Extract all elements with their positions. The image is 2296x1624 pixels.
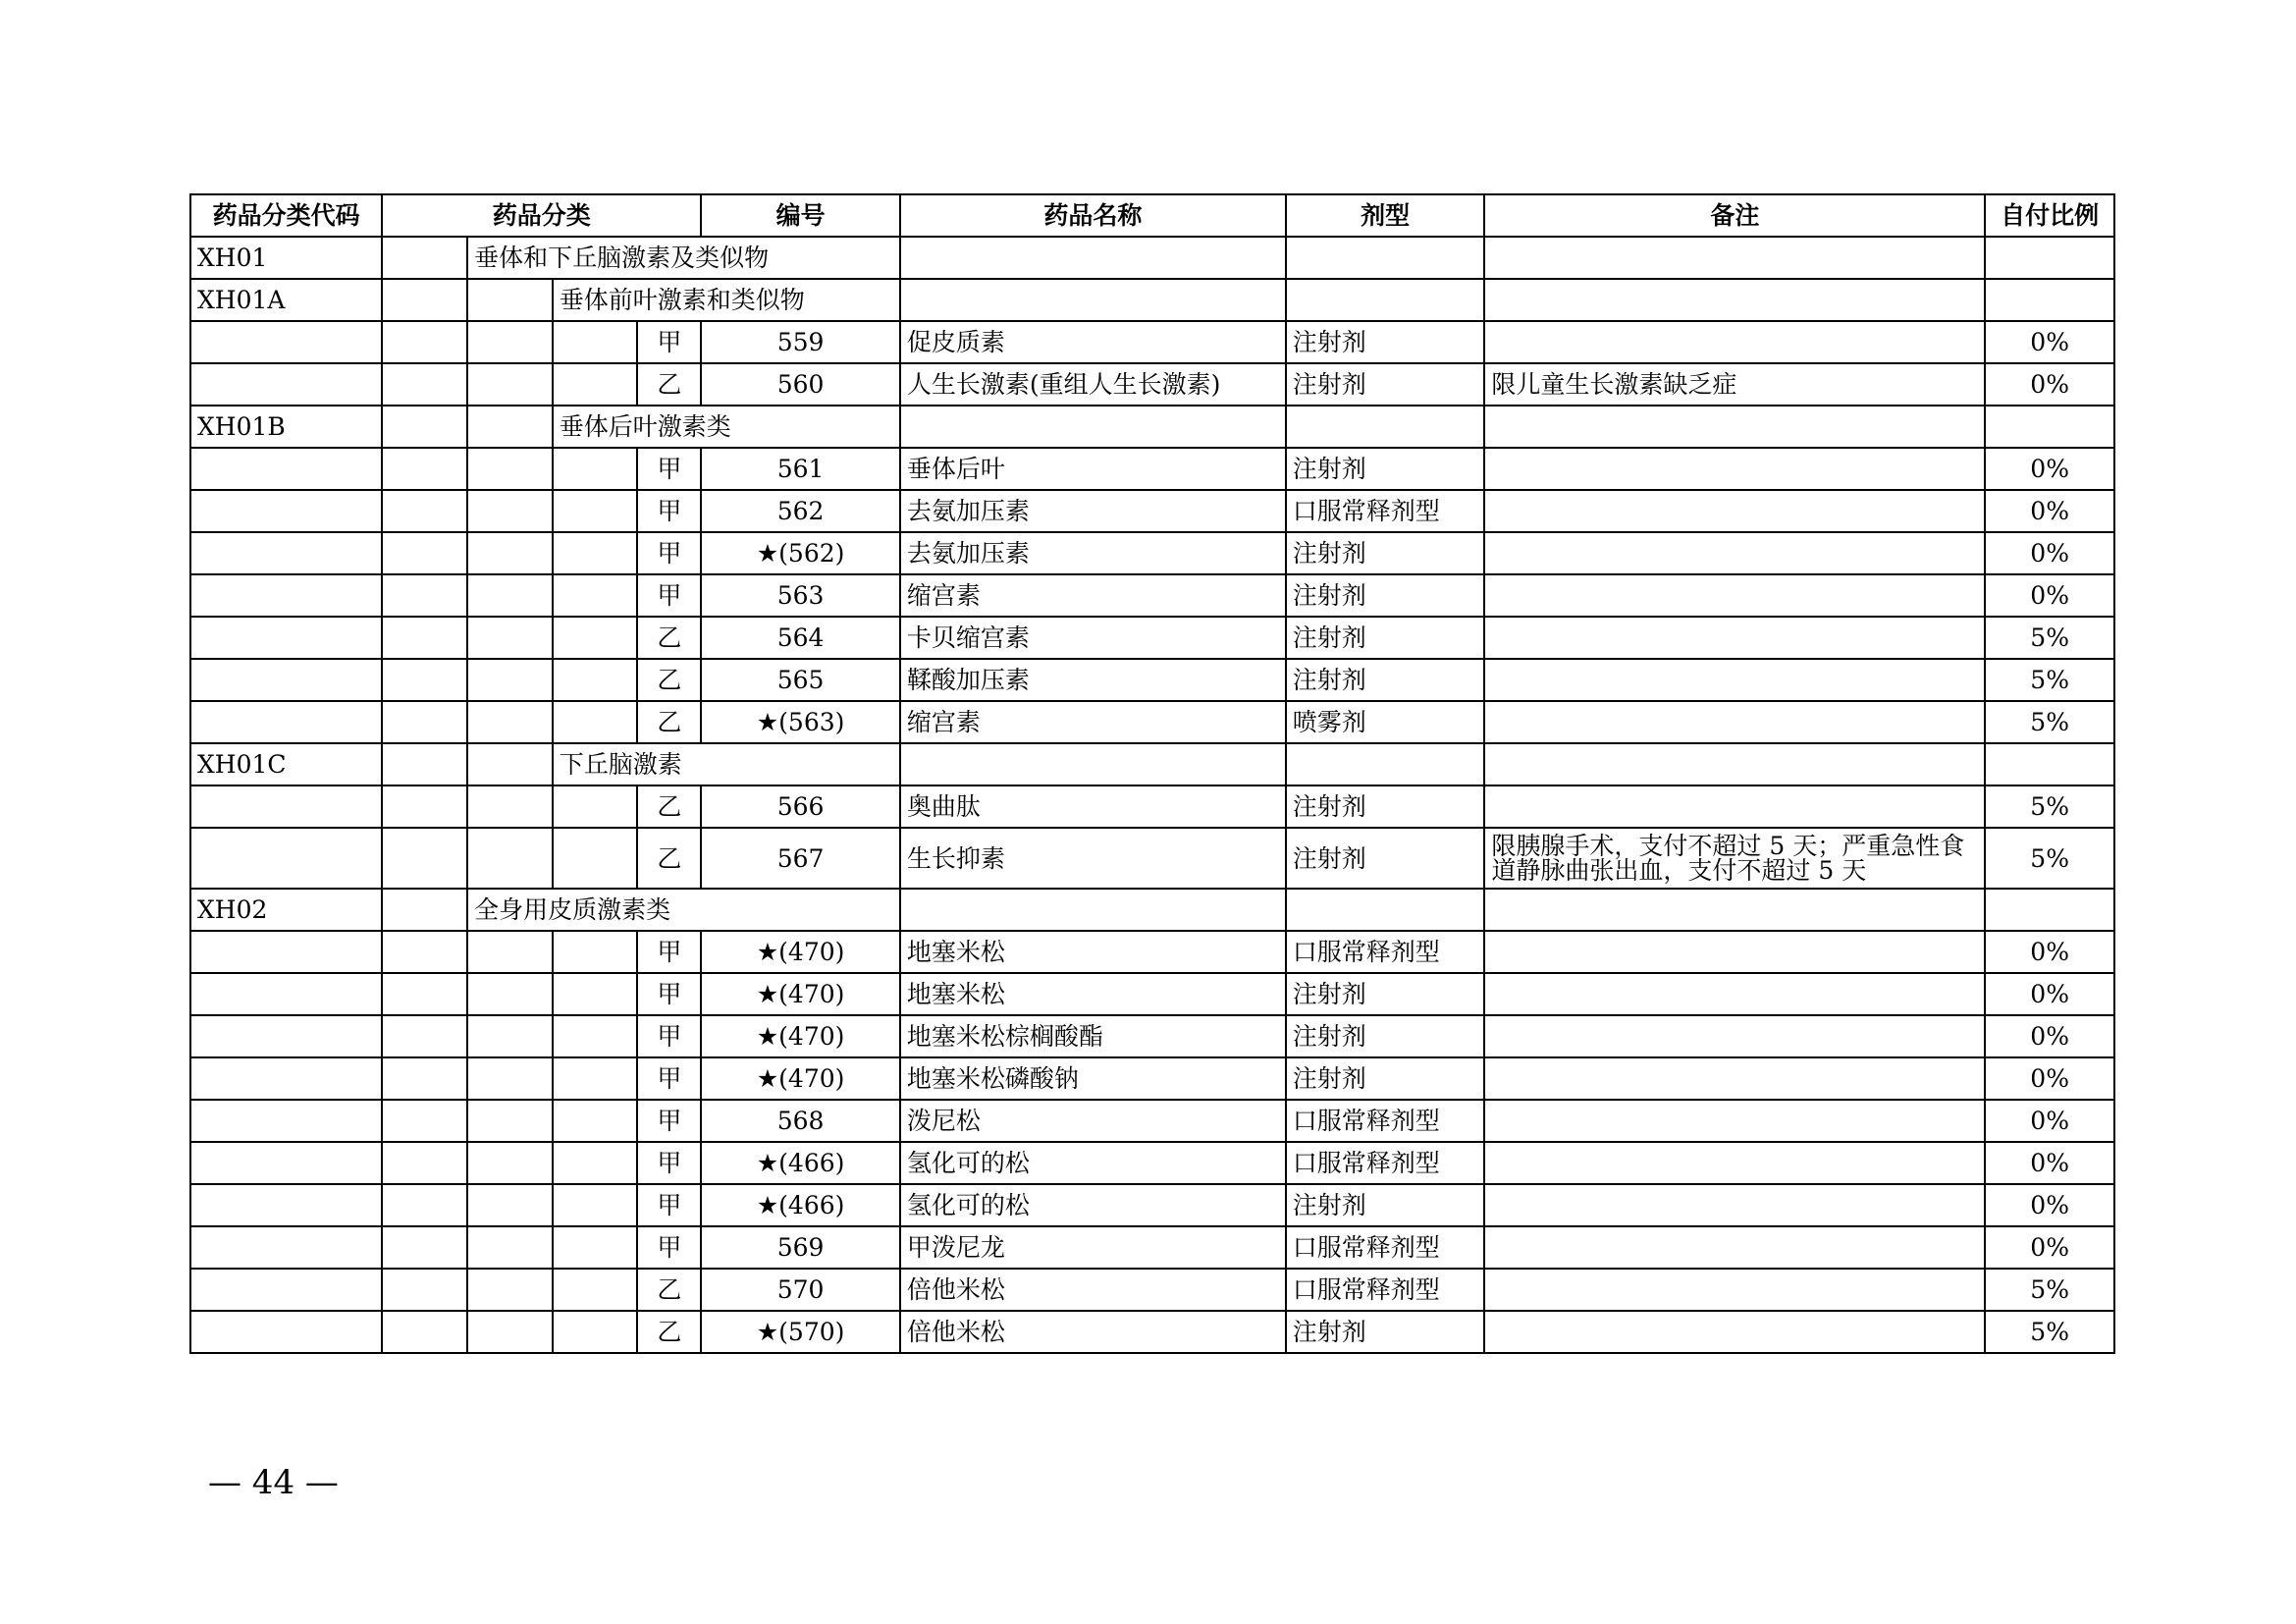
form-cell (1286, 406, 1485, 448)
drug-table (189, 193, 2115, 1354)
form-cell (1286, 889, 1485, 931)
grade-cell: 甲 (637, 448, 701, 490)
category-indent (553, 448, 638, 490)
number-cell: 565 (701, 659, 900, 701)
grade-cell: 乙 (637, 701, 701, 743)
form-cell: 注射剂 (1286, 574, 1485, 617)
drug-name-cell: 泼尼松 (900, 1100, 1286, 1142)
ratio-cell: 0% (1985, 363, 2114, 406)
category-indent (467, 743, 553, 785)
ratio-cell: 0% (1985, 532, 2114, 574)
number-cell: 568 (701, 1100, 900, 1142)
category-row (190, 743, 2114, 785)
category-indent (382, 321, 467, 363)
category-indent (553, 574, 638, 617)
form-cell: 喷雾剂 (1286, 701, 1485, 743)
category-indent (382, 237, 467, 279)
form-cell: 注射剂 (1286, 532, 1485, 574)
grade-cell: 甲 (637, 321, 701, 363)
code-cell (190, 1269, 382, 1311)
category-indent (382, 279, 467, 321)
drug-row (190, 617, 2114, 659)
remark-cell (1484, 785, 1985, 828)
category-code: XH01 (190, 237, 382, 279)
form-cell: 口服常释剂型 (1286, 1100, 1485, 1142)
remark-cell (1484, 237, 1985, 279)
remark-cell (1484, 1226, 1985, 1269)
category-indent (553, 1142, 638, 1184)
category-label: 全身用皮质激素类 (467, 889, 900, 931)
category-label: 垂体前叶激素和类似物 (553, 279, 900, 321)
drug-name-cell: 鞣酸加压素 (900, 659, 1286, 701)
table-header-row (190, 194, 2114, 237)
ratio-cell: 5% (1985, 701, 2114, 743)
drug-name-cell: 人生长激素(重组人生长激素) (900, 363, 1286, 406)
remark-cell (1484, 659, 1985, 701)
grade-cell: 甲 (637, 1015, 701, 1057)
number-cell: 562 (701, 490, 900, 532)
category-indent (467, 1226, 553, 1269)
category-indent (467, 973, 553, 1015)
code-cell (190, 701, 382, 743)
category-indent (467, 1184, 553, 1226)
category-indent (382, 1100, 467, 1142)
form-cell: 注射剂 (1286, 973, 1485, 1015)
remark-cell (1484, 321, 1985, 363)
drug-row (190, 1184, 2114, 1226)
remark-cell (1484, 889, 1985, 931)
drug-row (190, 973, 2114, 1015)
grade-cell: 甲 (637, 1142, 701, 1184)
category-label: 垂体和下丘脑激素及类似物 (467, 237, 900, 279)
number-cell: 559 (701, 321, 900, 363)
category-indent (467, 363, 553, 406)
drug-row (190, 363, 2114, 406)
drug-name-cell: 缩宫素 (900, 701, 1286, 743)
drug-name-cell: 奥曲肽 (900, 785, 1286, 828)
category-indent (467, 1015, 553, 1057)
category-indent (382, 931, 467, 973)
ratio-cell: 0% (1985, 490, 2114, 532)
category-indent (553, 363, 638, 406)
drug-row (190, 785, 2114, 828)
code-cell (190, 448, 382, 490)
category-indent (467, 1100, 553, 1142)
category-indent (382, 363, 467, 406)
drug-name-cell: 去氨加压素 (900, 490, 1286, 532)
category-indent (382, 659, 467, 701)
category-indent (553, 931, 638, 973)
code-cell (190, 1142, 382, 1184)
code-cell (190, 574, 382, 617)
code-cell (190, 1226, 382, 1269)
ratio-cell: 0% (1985, 321, 2114, 363)
drug-name-cell: 垂体后叶 (900, 448, 1286, 490)
remark-cell (1484, 931, 1985, 973)
drug-name-cell: 去氨加压素 (900, 532, 1286, 574)
number-cell: ★(466) (701, 1142, 900, 1184)
remark-cell (1484, 1311, 1985, 1353)
grade-cell: 甲 (637, 574, 701, 617)
form-cell (1286, 237, 1485, 279)
grade-cell: 乙 (637, 828, 701, 889)
code-cell (190, 532, 382, 574)
page-number: — 44 — (208, 1463, 339, 1502)
name-cell (900, 237, 1286, 279)
category-indent (467, 659, 553, 701)
remark-cell (1484, 1142, 1985, 1184)
category-indent (553, 828, 638, 889)
form-cell: 口服常释剂型 (1286, 1269, 1485, 1311)
number-cell: 569 (701, 1226, 900, 1269)
ratio-cell: 0% (1985, 1015, 2114, 1057)
category-indent (467, 448, 553, 490)
remark-cell (1484, 701, 1985, 743)
category-indent (553, 1015, 638, 1057)
category-indent (467, 532, 553, 574)
number-cell: 563 (701, 574, 900, 617)
category-indent (553, 1311, 638, 1353)
category-indent (553, 701, 638, 743)
grade-cell: 乙 (637, 659, 701, 701)
ratio-cell: 0% (1985, 973, 2114, 1015)
category-indent (467, 406, 553, 448)
drug-row (190, 1269, 2114, 1311)
category-indent (553, 1184, 638, 1226)
code-cell (190, 321, 382, 363)
category-indent (382, 828, 467, 889)
category-indent (467, 1311, 553, 1353)
ratio-cell (1985, 237, 2114, 279)
ratio-cell: 5% (1985, 1269, 2114, 1311)
grade-cell: 甲 (637, 973, 701, 1015)
drug-row (190, 828, 2114, 889)
category-indent (382, 574, 467, 617)
drug-name-cell: 缩宫素 (900, 574, 1286, 617)
remark-cell (1484, 490, 1985, 532)
category-indent (467, 828, 553, 889)
remark-cell (1484, 1269, 1985, 1311)
ratio-cell (1985, 279, 2114, 321)
drug-name-cell: 倍他米松 (900, 1269, 1286, 1311)
category-indent (553, 1226, 638, 1269)
header-remark: 备注 (1484, 194, 1985, 237)
category-code: XH01C (190, 743, 382, 785)
category-indent (382, 617, 467, 659)
drug-name-cell: 生长抑素 (900, 828, 1286, 889)
header-form: 剂型 (1286, 194, 1485, 237)
grade-cell: 乙 (637, 1269, 701, 1311)
form-cell: 注射剂 (1286, 363, 1485, 406)
drug-name-cell: 倍他米松 (900, 1311, 1286, 1353)
grade-cell: 甲 (637, 532, 701, 574)
category-label: 垂体后叶激素类 (553, 406, 900, 448)
grade-cell: 甲 (637, 490, 701, 532)
category-indent (553, 321, 638, 363)
category-row (190, 279, 2114, 321)
grade-cell: 甲 (637, 1226, 701, 1269)
category-indent (553, 490, 638, 532)
drug-name-cell: 氢化可的松 (900, 1142, 1286, 1184)
remark-cell (1484, 1015, 1985, 1057)
form-cell: 注射剂 (1286, 785, 1485, 828)
remark-cell (1484, 1100, 1985, 1142)
remark-cell: 限胰腺手术，支付不超过 5 天；严重急性食道静脉曲张出血，支付不超过 5 天 (1484, 828, 1985, 889)
grade-cell: 乙 (637, 785, 701, 828)
name-cell (900, 279, 1286, 321)
drug-row (190, 1057, 2114, 1100)
category-indent (382, 490, 467, 532)
ratio-cell: 0% (1985, 931, 2114, 973)
header-code: 药品分类代码 (190, 194, 382, 237)
drug-name-cell: 地塞米松 (900, 931, 1286, 973)
grade-cell: 甲 (637, 1057, 701, 1100)
form-cell: 口服常释剂型 (1286, 1142, 1485, 1184)
drug-name-cell: 地塞米松棕榈酸酯 (900, 1015, 1286, 1057)
category-indent (382, 973, 467, 1015)
category-code: XH02 (190, 889, 382, 931)
ratio-cell: 0% (1985, 1142, 2114, 1184)
drug-row (190, 659, 2114, 701)
category-indent (467, 321, 553, 363)
number-cell: 570 (701, 1269, 900, 1311)
form-cell (1286, 743, 1485, 785)
drug-row (190, 321, 2114, 363)
code-cell (190, 490, 382, 532)
number-cell: 560 (701, 363, 900, 406)
category-indent (553, 659, 638, 701)
ratio-cell (1985, 743, 2114, 785)
remark-cell (1484, 1184, 1985, 1226)
number-cell: ★(466) (701, 1184, 900, 1226)
grade-cell: 乙 (637, 363, 701, 406)
category-indent (467, 1269, 553, 1311)
header-ratio: 自付比例 (1985, 194, 2114, 237)
category-indent (382, 1311, 467, 1353)
number-cell: 566 (701, 785, 900, 828)
number-cell: 564 (701, 617, 900, 659)
form-cell: 口服常释剂型 (1286, 931, 1485, 973)
drug-name-cell: 氢化可的松 (900, 1184, 1286, 1226)
drug-row (190, 1311, 2114, 1353)
form-cell (1286, 279, 1485, 321)
category-indent (467, 279, 553, 321)
form-cell: 注射剂 (1286, 828, 1485, 889)
form-cell: 注射剂 (1286, 1184, 1485, 1226)
form-cell: 注射剂 (1286, 321, 1485, 363)
drug-name-cell: 地塞米松 (900, 973, 1286, 1015)
ratio-cell: 0% (1985, 1100, 2114, 1142)
remark-cell (1484, 574, 1985, 617)
category-indent (467, 490, 553, 532)
code-cell (190, 931, 382, 973)
drug-name-cell: 卡贝缩宫素 (900, 617, 1286, 659)
ratio-cell: 0% (1985, 1226, 2114, 1269)
number-cell: ★(470) (701, 1057, 900, 1100)
category-indent (382, 1226, 467, 1269)
remark-cell (1484, 743, 1985, 785)
grade-cell: 甲 (637, 1100, 701, 1142)
ratio-cell: 5% (1985, 828, 2114, 889)
form-cell: 注射剂 (1286, 1015, 1485, 1057)
ratio-cell: 5% (1985, 785, 2114, 828)
drug-name-cell: 促皮质素 (900, 321, 1286, 363)
category-indent (467, 785, 553, 828)
remark-cell (1484, 532, 1985, 574)
code-cell (190, 973, 382, 1015)
form-cell: 注射剂 (1286, 448, 1485, 490)
number-cell: ★(470) (701, 973, 900, 1015)
category-indent (382, 1269, 467, 1311)
drug-row (190, 448, 2114, 490)
drug-name-cell: 地塞米松磷酸钠 (900, 1057, 1286, 1100)
category-indent (382, 1057, 467, 1100)
remark-cell (1484, 973, 1985, 1015)
category-indent (467, 574, 553, 617)
category-row (190, 406, 2114, 448)
category-indent (467, 617, 553, 659)
drug-row (190, 1142, 2114, 1184)
category-code: XH01B (190, 406, 382, 448)
number-cell: ★(563) (701, 701, 900, 743)
code-cell (190, 617, 382, 659)
code-cell (190, 1015, 382, 1057)
number-cell: ★(470) (701, 931, 900, 973)
code-cell (190, 1184, 382, 1226)
drug-row (190, 532, 2114, 574)
number-cell: 561 (701, 448, 900, 490)
name-cell (900, 406, 1286, 448)
ratio-cell: 0% (1985, 448, 2114, 490)
category-indent (382, 1184, 467, 1226)
form-cell: 口服常释剂型 (1286, 490, 1485, 532)
remark-cell (1484, 448, 1985, 490)
number-cell: ★(570) (701, 1311, 900, 1353)
number-cell: 567 (701, 828, 900, 889)
category-indent (467, 1142, 553, 1184)
form-cell: 注射剂 (1286, 1057, 1485, 1100)
ratio-cell (1985, 406, 2114, 448)
category-indent (382, 701, 467, 743)
code-cell (190, 1311, 382, 1353)
grade-cell: 乙 (637, 1311, 701, 1353)
category-indent (553, 973, 638, 1015)
drug-row (190, 574, 2114, 617)
category-row (190, 889, 2114, 931)
category-row (190, 237, 2114, 279)
ratio-cell: 0% (1985, 1057, 2114, 1100)
header-number: 编号 (701, 194, 900, 237)
grade-cell: 甲 (637, 1184, 701, 1226)
code-cell (190, 363, 382, 406)
code-cell (190, 785, 382, 828)
ratio-cell: 5% (1985, 659, 2114, 701)
remark-cell: 限儿童生长激素缺乏症 (1484, 363, 1985, 406)
code-cell (190, 659, 382, 701)
remark-cell (1484, 279, 1985, 321)
category-indent (382, 1015, 467, 1057)
number-cell: ★(562) (701, 532, 900, 574)
category-indent (467, 931, 553, 973)
category-indent (553, 532, 638, 574)
category-indent (553, 785, 638, 828)
ratio-cell (1985, 889, 2114, 931)
header-category: 药品分类 (382, 194, 701, 237)
category-indent (382, 1142, 467, 1184)
category-indent (382, 532, 467, 574)
code-cell (190, 1100, 382, 1142)
name-cell (900, 743, 1286, 785)
code-cell (190, 828, 382, 889)
category-indent (553, 1100, 638, 1142)
form-cell: 注射剂 (1286, 617, 1485, 659)
grade-cell: 甲 (637, 931, 701, 973)
category-indent (467, 1057, 553, 1100)
grade-cell: 乙 (637, 617, 701, 659)
name-cell (900, 889, 1286, 931)
category-indent (382, 406, 467, 448)
code-cell (190, 1057, 382, 1100)
remark-cell (1484, 406, 1985, 448)
drug-name-cell: 甲泼尼龙 (900, 1226, 1286, 1269)
ratio-cell: 5% (1985, 1311, 2114, 1353)
form-cell: 口服常释剂型 (1286, 1226, 1485, 1269)
category-indent (553, 1269, 638, 1311)
category-indent (382, 448, 467, 490)
form-cell: 注射剂 (1286, 1311, 1485, 1353)
category-code: XH01A (190, 279, 382, 321)
remark-cell (1484, 617, 1985, 659)
ratio-cell: 5% (1985, 617, 2114, 659)
category-indent (382, 785, 467, 828)
drug-row (190, 701, 2114, 743)
category-indent (382, 743, 467, 785)
category-indent (467, 701, 553, 743)
drug-row (190, 1100, 2114, 1142)
category-indent (553, 617, 638, 659)
header-name: 药品名称 (900, 194, 1286, 237)
ratio-cell: 0% (1985, 574, 2114, 617)
form-cell: 注射剂 (1286, 659, 1485, 701)
remark-cell (1484, 1057, 1985, 1100)
category-indent (382, 889, 467, 931)
drug-row (190, 1226, 2114, 1269)
ratio-cell: 0% (1985, 1184, 2114, 1226)
drug-row (190, 931, 2114, 973)
number-cell: ★(470) (701, 1015, 900, 1057)
drug-row (190, 1015, 2114, 1057)
drug-row (190, 490, 2114, 532)
category-label: 下丘脑激素 (553, 743, 900, 785)
category-indent (553, 1057, 638, 1100)
